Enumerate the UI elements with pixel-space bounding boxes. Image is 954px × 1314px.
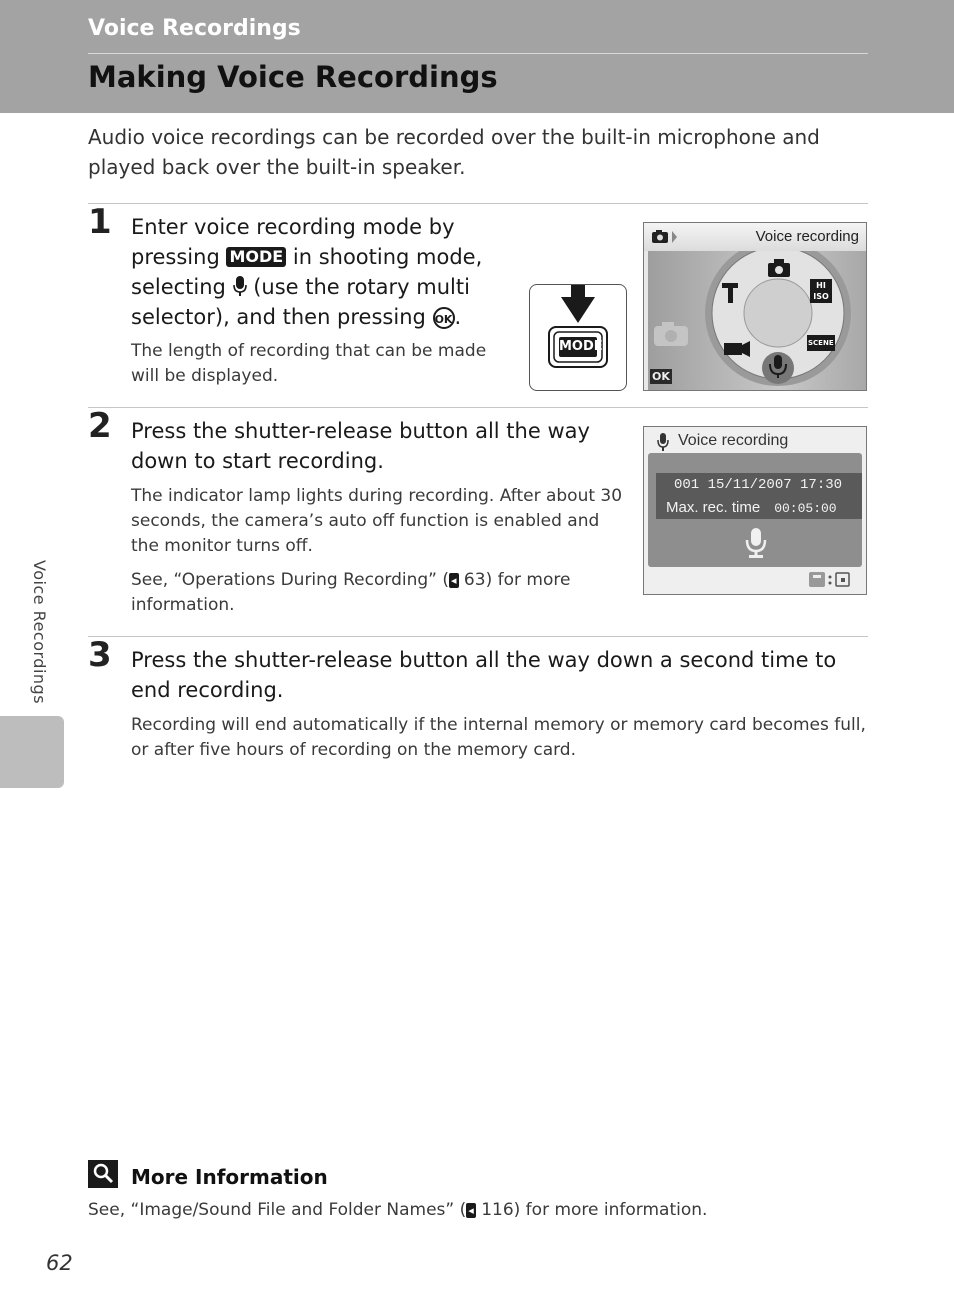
chapter-tab bbox=[0, 716, 64, 788]
mode-selection-screen bbox=[643, 222, 867, 391]
intro-paragraph: Audio voice recordings can be recorded over the built-in microphone and played back over the built-in speaker. bbox=[88, 125, 820, 179]
section-title: Voice Recordings bbox=[88, 16, 301, 41]
sidebar-section-label: Voice Recordings bbox=[30, 560, 49, 705]
mode-button-icon: MODE bbox=[226, 247, 286, 267]
more-information-title: More Information bbox=[131, 1165, 328, 1189]
step-3-heading: Press the shutter-release button all the way down a second time to end recording. bbox=[131, 648, 837, 702]
step-1-body: The length of recording that can be made will be displayed. bbox=[131, 341, 487, 386]
mode-button-label: MODE bbox=[559, 337, 597, 357]
step-2-reference: See, “Operations During Recording” ( ◂ 63) for more information. bbox=[131, 570, 571, 615]
screen1-preview bbox=[648, 251, 866, 390]
magnifier-note-icon bbox=[88, 1160, 118, 1188]
divider bbox=[88, 203, 868, 204]
ok-icon: OK bbox=[652, 370, 670, 383]
recording-file-info: 001 15/11/2007 17:30 bbox=[656, 473, 862, 497]
step-1-heading: Enter voice recording mode by pressing MODE in shooting mode, selecting (use the rotary multi selector), and then pressing OK. bbox=[131, 215, 483, 329]
voice-recording-screen bbox=[643, 426, 867, 595]
page-header bbox=[0, 0, 954, 113]
screen2-title: Voice recording bbox=[678, 432, 789, 449]
microphone-icon bbox=[233, 275, 247, 297]
more-information-body: See, “Image/Sound File and Folder Names” ( ◂ 116) for more information. bbox=[88, 1200, 708, 1220]
page-reference-icon: ◂ bbox=[451, 574, 457, 587]
step-2-heading: Press the shutter-release button all the way down to start recording. bbox=[131, 419, 590, 473]
screen1-title: Voice recording bbox=[755, 228, 859, 245]
header-divider bbox=[88, 53, 868, 54]
max-rec-time-row: Max. rec. time 00:05:00 bbox=[656, 497, 862, 519]
memory-indicator-icon bbox=[808, 570, 856, 590]
recording-info-panel bbox=[648, 453, 862, 567]
page-number: 62 bbox=[46, 1251, 73, 1275]
scene-icon: SCENE bbox=[807, 335, 835, 351]
divider bbox=[88, 636, 868, 637]
ok-button-icon: OK bbox=[433, 307, 455, 329]
mode-button-illustration bbox=[529, 284, 627, 391]
microphone-large-icon bbox=[744, 527, 768, 559]
divider bbox=[88, 407, 868, 408]
microphone-icon bbox=[656, 432, 670, 452]
hi-iso-icon: HI ISO bbox=[810, 279, 832, 303]
camera-icon bbox=[651, 228, 679, 248]
step-2-body: The indicator lamp lights during recording. After about 30 seconds, the camera’s auto off function is enabled and the monitor turns off. bbox=[131, 486, 623, 556]
step-2-number: 2 bbox=[88, 406, 112, 446]
step-1-number: 1 bbox=[88, 202, 112, 242]
step-3-body: Recording will end automatically if the internal memory or memory card becomes full, or after five hours of recording on the memory card. bbox=[131, 715, 866, 760]
step-3-number: 3 bbox=[88, 635, 112, 675]
page-title: Making Voice Recordings bbox=[88, 60, 498, 94]
rotary-dial bbox=[702, 251, 852, 390]
camera-ghost-icon bbox=[652, 319, 692, 349]
page-reference-icon: ◂ bbox=[468, 1204, 474, 1217]
screen-title-bar bbox=[644, 223, 866, 251]
